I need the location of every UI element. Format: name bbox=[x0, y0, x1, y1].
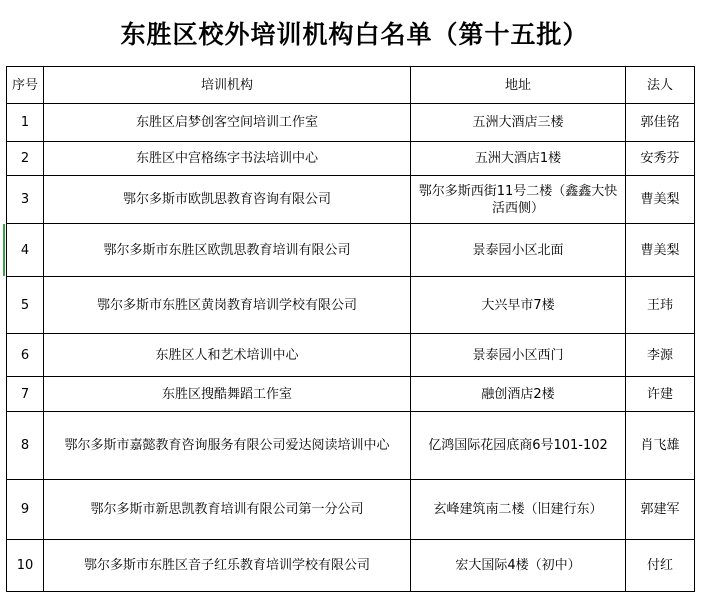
cell-no: 3 bbox=[7, 176, 44, 224]
cell-no: 5 bbox=[7, 277, 44, 334]
cell-addr: 融创酒店2楼 bbox=[411, 377, 626, 412]
header-cell-addr: 地址 bbox=[411, 67, 626, 104]
cell-no: 1 bbox=[7, 104, 44, 142]
header-cell-no: 序号 bbox=[7, 67, 44, 104]
table-row bbox=[7, 142, 695, 176]
cell-addr: 宏大国际4楼（初中） bbox=[411, 540, 626, 592]
cell-addr: 鄂尔多斯西街11号二楼（鑫鑫大快活西侧） bbox=[411, 176, 626, 224]
whitelist-table bbox=[6, 66, 695, 592]
cell-org: 东胜区中宫格练字书法培训中心 bbox=[44, 142, 411, 176]
cell-org: 东胜区人和艺术培训中心 bbox=[44, 334, 411, 377]
table-row bbox=[7, 277, 695, 334]
cell-addr: 玄峰建筑南二楼（旧建行东） bbox=[411, 480, 626, 540]
cell-rep: 郭建军 bbox=[626, 480, 695, 540]
header-cell-rep: 法人 bbox=[626, 67, 695, 104]
cell-rep: 许建 bbox=[626, 377, 695, 412]
cell-rep: 郭佳铭 bbox=[626, 104, 695, 142]
cell-org: 鄂尔多斯市东胜区欧凯思教育培训有限公司 bbox=[44, 224, 411, 277]
cell-no: 8 bbox=[7, 412, 44, 480]
cell-rep: 付红 bbox=[626, 540, 695, 592]
title-row bbox=[0, 0, 701, 66]
cell-addr: 五洲大酒店1楼 bbox=[411, 142, 626, 176]
cell-addr: 五洲大酒店三楼 bbox=[411, 104, 626, 142]
cell-rep: 李源 bbox=[626, 334, 695, 377]
cell-org: 鄂尔多斯市嘉懿教育咨询服务有限公司爱达阅读培训中心 bbox=[44, 412, 411, 480]
document-title: 东胜区校外培训机构白名单（第十五批） bbox=[120, 20, 589, 49]
cell-no: 4 bbox=[7, 224, 44, 277]
table-row bbox=[7, 377, 695, 412]
cell-no: 2 bbox=[7, 142, 44, 176]
cell-org: 东胜区启梦创客空间培训工作室 bbox=[44, 104, 411, 142]
cell-org: 鄂尔多斯市欧凯思教育咨询有限公司 bbox=[44, 176, 411, 224]
cell-org: 东胜区搜酷舞蹈工作室 bbox=[44, 377, 411, 412]
cell-rep: 安秀芬 bbox=[626, 142, 695, 176]
cell-rep: 曹美梨 bbox=[626, 176, 695, 224]
cell-rep: 肖飞雄 bbox=[626, 412, 695, 480]
table-header-row bbox=[7, 67, 695, 104]
cell-no: 6 bbox=[7, 334, 44, 377]
cell-org: 鄂尔多斯市东胜区音子红乐教育培训学校有限公司 bbox=[44, 540, 411, 592]
table-row bbox=[7, 412, 695, 480]
cell-addr: 亿鸿国际花园底商6号101-102 bbox=[411, 412, 626, 480]
row-selection-marker bbox=[3, 224, 5, 276]
cell-no: 10 bbox=[7, 540, 44, 592]
table-row bbox=[7, 176, 695, 224]
cell-no: 9 bbox=[7, 480, 44, 540]
table-row bbox=[7, 540, 695, 592]
cell-rep: 王玮 bbox=[626, 277, 695, 334]
table-row bbox=[7, 480, 695, 540]
table-row bbox=[7, 224, 695, 277]
cell-org: 鄂尔多斯市东胜区黄岗教育培训学校有限公司 bbox=[44, 277, 411, 334]
table-row bbox=[7, 104, 695, 142]
cell-rep: 曹美梨 bbox=[626, 224, 695, 277]
cell-org: 鄂尔多斯市新思凯教育培训有限公司第一分公司 bbox=[44, 480, 411, 540]
cell-no: 7 bbox=[7, 377, 44, 412]
cell-addr: 景泰园小区北面 bbox=[411, 224, 626, 277]
header-cell-org: 培训机构 bbox=[44, 67, 411, 104]
table-row bbox=[7, 334, 695, 377]
cell-addr: 景泰园小区西门 bbox=[411, 334, 626, 377]
cell-addr: 大兴早市7楼 bbox=[411, 277, 626, 334]
